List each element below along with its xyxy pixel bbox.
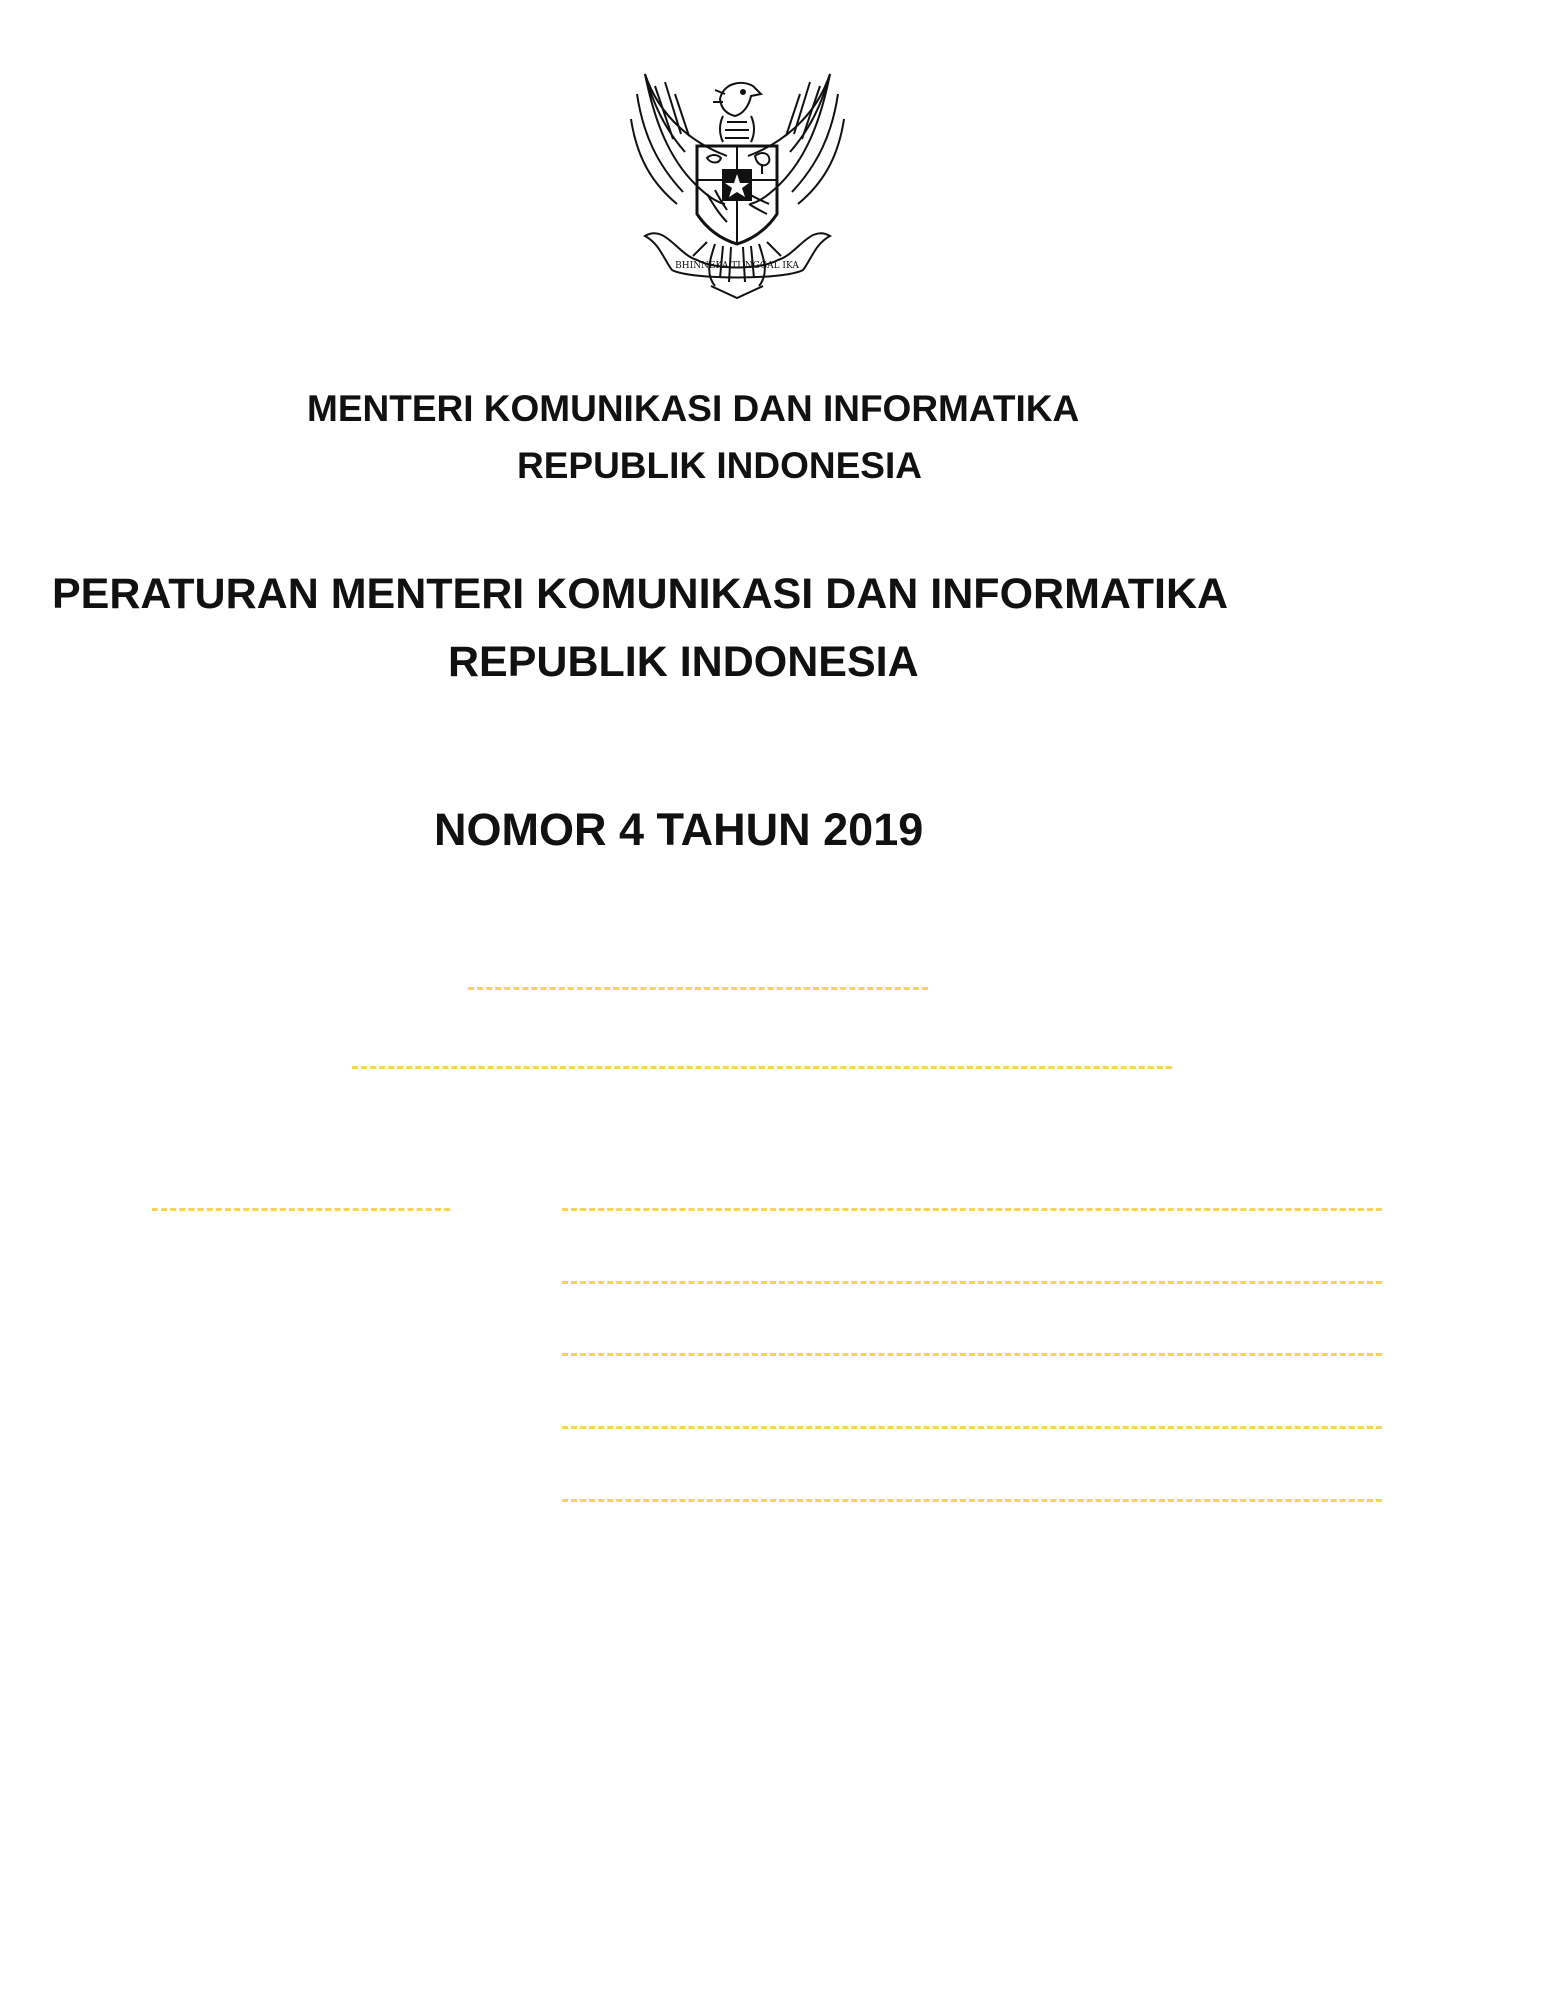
placeholder-line-subject — [468, 987, 928, 990]
emblem-motto: BHINNEKA TUNGGAL IKA — [675, 261, 799, 271]
regulation-title-line-2: REPUBLIK INDONESIA — [448, 638, 919, 686]
regulation-number: NOMOR 4 TAHUN 2019 — [434, 804, 924, 855]
minister-title-line-2: REPUBLIK INDONESIA — [517, 445, 922, 486]
placeholder-line-content-1 — [562, 1208, 1382, 1211]
placeholder-line-content-5 — [562, 1499, 1382, 1502]
placeholder-line-content-3 — [562, 1353, 1382, 1356]
placeholder-line-about — [352, 1066, 1172, 1069]
regulation-title-line-1: PERATURAN MENTERI KOMUNIKASI DAN INFORMATIKA — [52, 570, 1229, 618]
placeholder-line-label — [152, 1208, 450, 1211]
minister-title-line-1: MENTERI KOMUNIKASI DAN INFORMATIKA — [307, 388, 1080, 429]
placeholder-line-content-2 — [562, 1281, 1382, 1284]
placeholder-line-content-4 — [562, 1426, 1382, 1429]
garuda-emblem-icon — [615, 64, 860, 304]
